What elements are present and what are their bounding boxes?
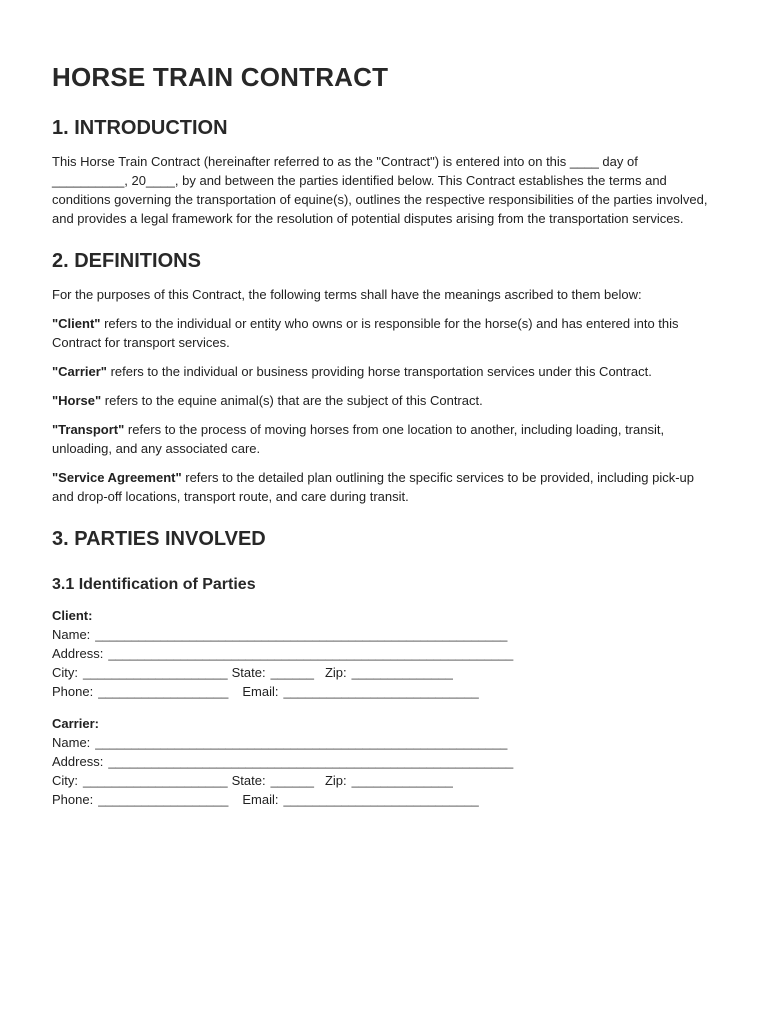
carrier-city-label: City:: [52, 773, 78, 789]
carrier-address-row: [52, 752, 712, 771]
carrier-zip-label: Zip:: [324, 773, 347, 789]
carrier-address-label: Address:: [52, 754, 104, 770]
carrier-phone-email-row: [52, 790, 712, 809]
client-address-label: Address:: [52, 646, 104, 662]
introduction-heading: 1. INTRODUCTION: [52, 116, 228, 139]
carrier-email-blank: ___________________________: [283, 792, 479, 808]
carrier-state-label: State:: [231, 773, 266, 789]
client-zip-blank: ______________: [351, 665, 453, 681]
client-phone-email-row: [52, 682, 712, 701]
carrier-block: [52, 714, 712, 809]
definition-term-service-agreement: "Service Agreement": [52, 469, 182, 485]
client-phone-blank: __________________: [98, 684, 229, 700]
carrier-phone-label: Phone:: [52, 792, 94, 808]
parties-subheading: 3.1 Identification of Parties: [52, 575, 256, 593]
client-city-label: City:: [52, 665, 78, 681]
definition-text-service-agreement: refers to the detailed plan outlining the specific services to be provided, including pick-up and drop-off locations, transport route, and care during transit.: [52, 469, 694, 504]
document-title: HORSE TRAIN CONTRACT: [52, 62, 389, 92]
client-zip-label: Zip:: [324, 665, 347, 681]
carrier-name-label: Name:: [52, 735, 91, 751]
carrier-state-blank: ______: [270, 773, 314, 789]
client-name-blank: _________________________________________________________: [95, 627, 508, 643]
client-city-blank: ____________________: [83, 665, 228, 681]
definition-text-transport: refers to the process of moving horses from one location to another, including loading, transit, unloading, and any associated care.: [52, 421, 665, 456]
carrier-name-row: [52, 733, 712, 752]
definition-text-horse: refers to the equine animal(s) that are the subject of this Contract.: [101, 392, 483, 408]
definition-term-client: "Client": [52, 315, 101, 331]
carrier-phone-blank: __________________: [98, 792, 229, 808]
client-block: [52, 606, 712, 701]
definition-text-carrier: refers to the individual or business providing horse transportation services under this Contract.: [106, 363, 652, 379]
definition-service-agreement: [52, 468, 712, 506]
carrier-zip-blank: ______________: [351, 773, 453, 789]
carrier-city-blank: ____________________: [83, 773, 228, 789]
definitions-intro-paragraph: For the purposes of this Contract, the following terms shall have the meanings ascribed to them below:: [52, 286, 642, 302]
introduction-paragraph: This Horse Train Contract (hereinafter referred to as the "Contract") is entered into on this ____ day of __________, 20____, by and between the parties identified below. This Contract establishes the terms and conditions governing the transportation of equine(s), outlines the respective responsibilities of the parties involved, and provides a legal framework for the resolution of potential disputes arising from the transportation services.: [52, 153, 708, 226]
carrier-role-label: Carrier:: [52, 716, 99, 732]
client-email-label: Email:: [242, 684, 279, 700]
definitions-heading: 2. DEFINITIONS: [52, 249, 201, 272]
client-name-row: [52, 625, 712, 644]
definition-text-client: refers to the individual or entity who owns or is responsible for the horse(s) and has entered into this Contract for transport services.: [52, 315, 679, 350]
definition-carrier: [52, 362, 712, 381]
definition-term-horse: "Horse": [52, 392, 102, 408]
definition-client: [52, 314, 712, 352]
client-state-label: State:: [231, 665, 266, 681]
client-name-label: Name:: [52, 627, 91, 643]
carrier-name-blank: _________________________________________________________: [95, 735, 508, 751]
client-state-blank: ______: [270, 665, 314, 681]
carrier-city-state-zip-row: [52, 771, 712, 790]
client-email-blank: ___________________________: [283, 684, 479, 700]
definition-term-carrier: "Carrier": [52, 363, 107, 379]
client-address-row: [52, 644, 712, 663]
carrier-address-blank: ________________________________________________________: [108, 754, 514, 770]
definition-transport: [52, 420, 712, 458]
client-address-blank: ________________________________________________________: [108, 646, 514, 662]
carrier-email-label: Email:: [242, 792, 279, 808]
client-phone-label: Phone:: [52, 684, 94, 700]
client-city-state-zip-row: [52, 663, 712, 682]
parties-heading: 3. PARTIES INVOLVED: [52, 527, 266, 550]
definition-term-transport: "Transport": [52, 421, 125, 437]
definition-horse: [52, 391, 712, 410]
client-role-label: Client:: [52, 608, 93, 624]
